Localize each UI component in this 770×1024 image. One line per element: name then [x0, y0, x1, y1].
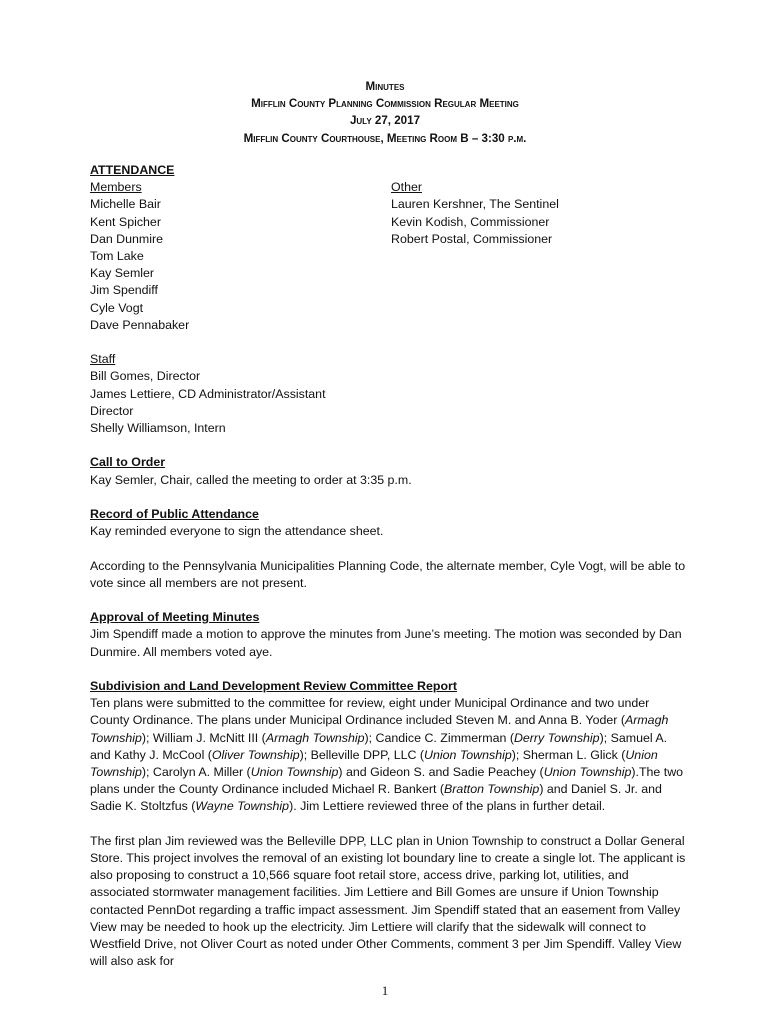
members-column — [90, 179, 391, 334]
member-name: Dave Pennabaker — [90, 317, 190, 332]
header-meeting-name: Mifflin County Planning Commission Regular Meeting — [251, 97, 519, 111]
other-label: Other — [391, 180, 422, 195]
page-number: 1 — [381, 983, 389, 998]
subdivision-heading: Subdivision and Land Development Review Committee Report — [90, 679, 457, 693]
member-name: Dan Dunmire — [90, 231, 163, 246]
header-date: July 27, 2017 — [349, 114, 421, 128]
record-paragraph: According to the Pennsylvania Municipalities Planning Code, the alternate member, Cyle Vogt, will be able to vote since all members are not present. — [90, 558, 686, 590]
document-header — [0, 78, 770, 147]
other-attendee: Robert Postal, Commissioner — [391, 231, 553, 246]
staff-name: Shelly Williamson, Intern — [90, 421, 226, 436]
record-heading: Record of Public Attendance — [90, 507, 259, 522]
call-to-order-heading: Call to Order — [90, 455, 166, 470]
approval-text: Jim Spendiff made a motion to approve the minutes from June’s meeting. The motion was seconded by Dan Dunmire. All members voted aye. — [90, 627, 682, 659]
approval-heading: Approval of Meeting Minutes — [90, 610, 260, 625]
staff-label: Staff — [90, 352, 116, 367]
call-to-order-text: Kay Semler, Chair, called the meeting to order at 3:35 p.m. — [90, 472, 412, 487]
member-name: Cyle Vogt — [90, 300, 144, 315]
attendance-columns — [90, 179, 690, 334]
other-column — [391, 179, 690, 334]
subdivision-paragraph-1: Ten plans were submitted to the committee for review, eight under Municipal Ordinance and two under County Ordinance. The plans under Municipal Ordinance included Steven M. and Anna B. Yoder (Armagh Township); William J. McNitt III (Armagh Township); Candice C. Zimmerman (Derry Township); Samuel A. and Kathy J. McCool (Oliver Township); Belleville DPP, LLC (Union Township); Sherman L. Glick (Union Township); Carolyn A. Miller (Union Township) and Gideon S. and Sadie Peachey (Union Township).The two plans under the County Ordinance included Michael R. Bankert (Bratton Township) and Daniel S. Jr. and Sadie K. Stoltzfus (Wayne Township). Jim Lettiere reviewed three of the plans in further detail. — [90, 696, 684, 814]
member-name: Michelle Bair — [90, 197, 161, 212]
members-label: Members — [90, 180, 142, 195]
header-title: Minutes — [365, 80, 405, 93]
header-location: Mifflin County Courthouse, Meeting Room B – 3:30 p.m. — [243, 131, 527, 145]
staff-name: James Lettiere, CD Administrator/Assistant — [90, 386, 326, 401]
member-name: Kent Spicher — [90, 214, 161, 229]
member-name: Jim Spendiff — [90, 283, 158, 298]
record-text: Kay reminded everyone to sign the attendance sheet. — [90, 524, 384, 539]
other-attendee: Lauren Kershner, The Sentinel — [391, 197, 559, 212]
member-name: Kay Semler — [90, 266, 155, 281]
staff-name: Bill Gomes, Director — [90, 369, 201, 384]
other-attendee: Kevin Kodish, Commissioner — [391, 214, 550, 229]
member-name: Tom Lake — [90, 249, 144, 264]
document-body — [90, 162, 690, 970]
staff-name: Director — [90, 403, 134, 418]
subdivision-paragraph-2: The first plan Jim reviewed was the Belleville DPP, LLC plan in Union Township to construct a Dollar General Store. This project involves the removal of an existing lot boundary line to create a single lot. The applicant is also proposing to construct a 10,566 square foot retail store, access drive, parking lot, utilities, and associated stormwater management facilities. Jim Lettiere and Bill Gomes are unsure if Union Township contacted PennDot regarding a traffic impact assessment. Jim Spendiff stated that an easement from Valley View may be needed to hook up the electricity. Jim Lettiere will clarify that the sidewalk will connect to Westfield Drive, not Oliver Court as noted under Other Comments, comment 3 per Jim Spendiff. Valley View will also ask for — [90, 833, 686, 969]
attendance-heading: ATTENDANCE — [90, 163, 175, 177]
